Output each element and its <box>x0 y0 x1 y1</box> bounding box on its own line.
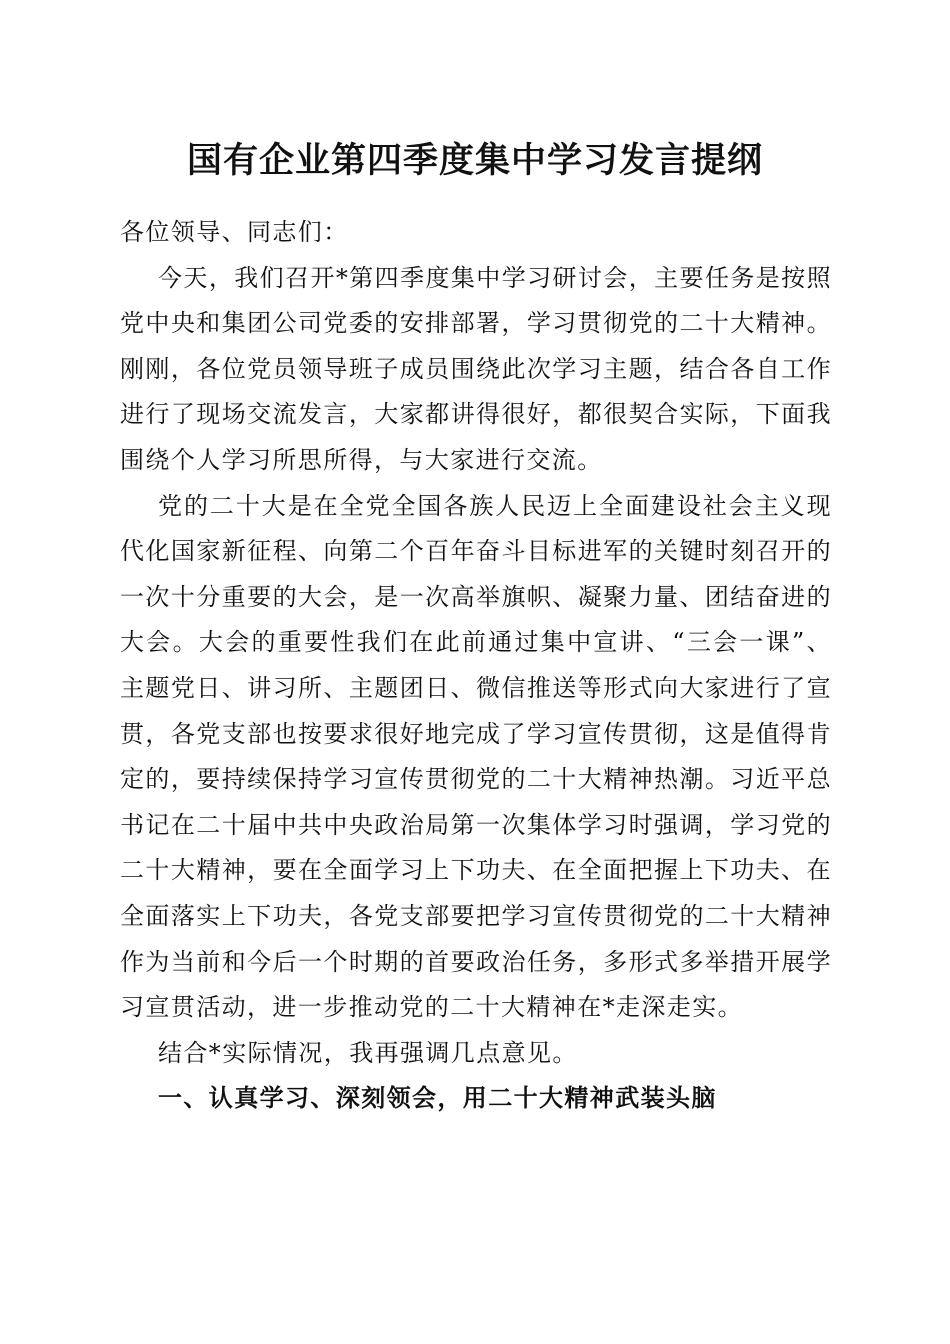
paragraph-transition: 结合*实际情况，我再强调几点意见。 <box>158 1038 578 1067</box>
salutation: 各位领导、同志们： <box>120 218 349 246</box>
document-title: 国有企业第四季度集中学习发言提纲 <box>186 140 763 181</box>
document-body <box>120 210 832 1122</box>
paragraph-opening: 今天，我们召开*第四季度集中学习研讨会，主要任务是按照党中央和集团公司党委的安排部署，学习贯彻党的二十大精神。刚刚，各位党员领导班子成员围绕此次学习主题，结合各自工作进行了现场交流发言，大家都讲得很好，都很契合实际，下面我围绕个人学习所思所得，与大家进行交流。 <box>120 263 832 474</box>
paragraph-congress: 党的二十大是在全党全国各族人民迈上全面建设社会主义现代化国家新征程、向第二个百年奋斗目标进军的关键时刻召开的一次十分重要的大会，是一次高举旗帜、凝聚力量、团结奋进的大会。大会的重要性我们在此前通过集中宣讲、“三会一课”、主题党日、讲习所、主题团日、微信推送等形式向大家进行了宣贯，各党支部也按要求很好地完成了学习宣传贯彻，这是值得肯定的，要持续保持学习宣传贯彻党的二十大精神热潮。习近平总书记在二十届中共中央政治局第一次集体学习时强调，学习党的二十大精神，要在全面学习上下功夫、在全面把握上下功夫、在全面落实上下功夫，各党支部要把学习宣传贯彻党的二十大精神作为当前和今后一个时期的首要政治任务，多形式多举措开展学习宣贯活动，进一步推动党的二十大精神在*走深走实。 <box>120 491 832 1022</box>
section-heading: 一、认真学习、深刻领会，用二十大精神武装头脑 <box>158 1084 717 1113</box>
